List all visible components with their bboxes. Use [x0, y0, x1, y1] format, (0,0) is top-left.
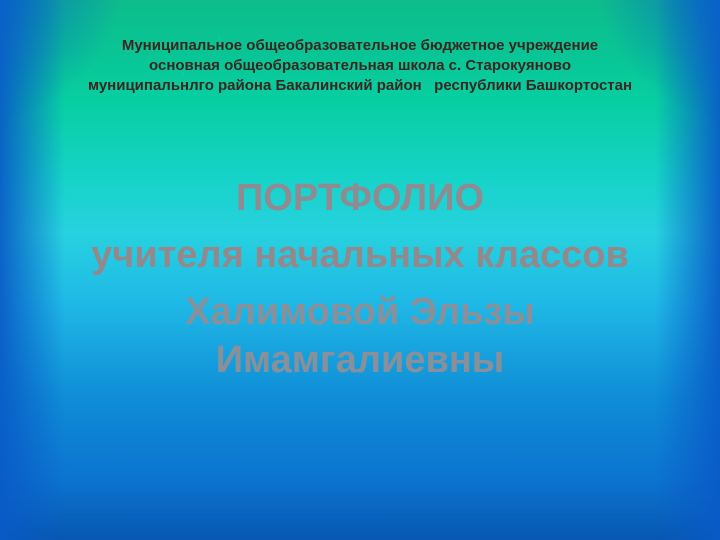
school-header — [0, 36, 720, 96]
school-header-line-3: муниципальнлго района Бакалинский район республики Башкортостан — [87, 77, 633, 94]
school-header-line-1: Муниципальное общеобразовательное бюджетное учреждение — [121, 37, 599, 54]
slide-subtitle: учителя начальных классов — [91, 234, 629, 276]
slide-title: ПОРТФОЛИО — [235, 177, 485, 219]
school-header-line-2: основная общеобразовательная школа с. Старокуяново — [149, 57, 571, 74]
teacher-name: Халимовой Эльзы Имамгалиевны — [185, 291, 535, 381]
